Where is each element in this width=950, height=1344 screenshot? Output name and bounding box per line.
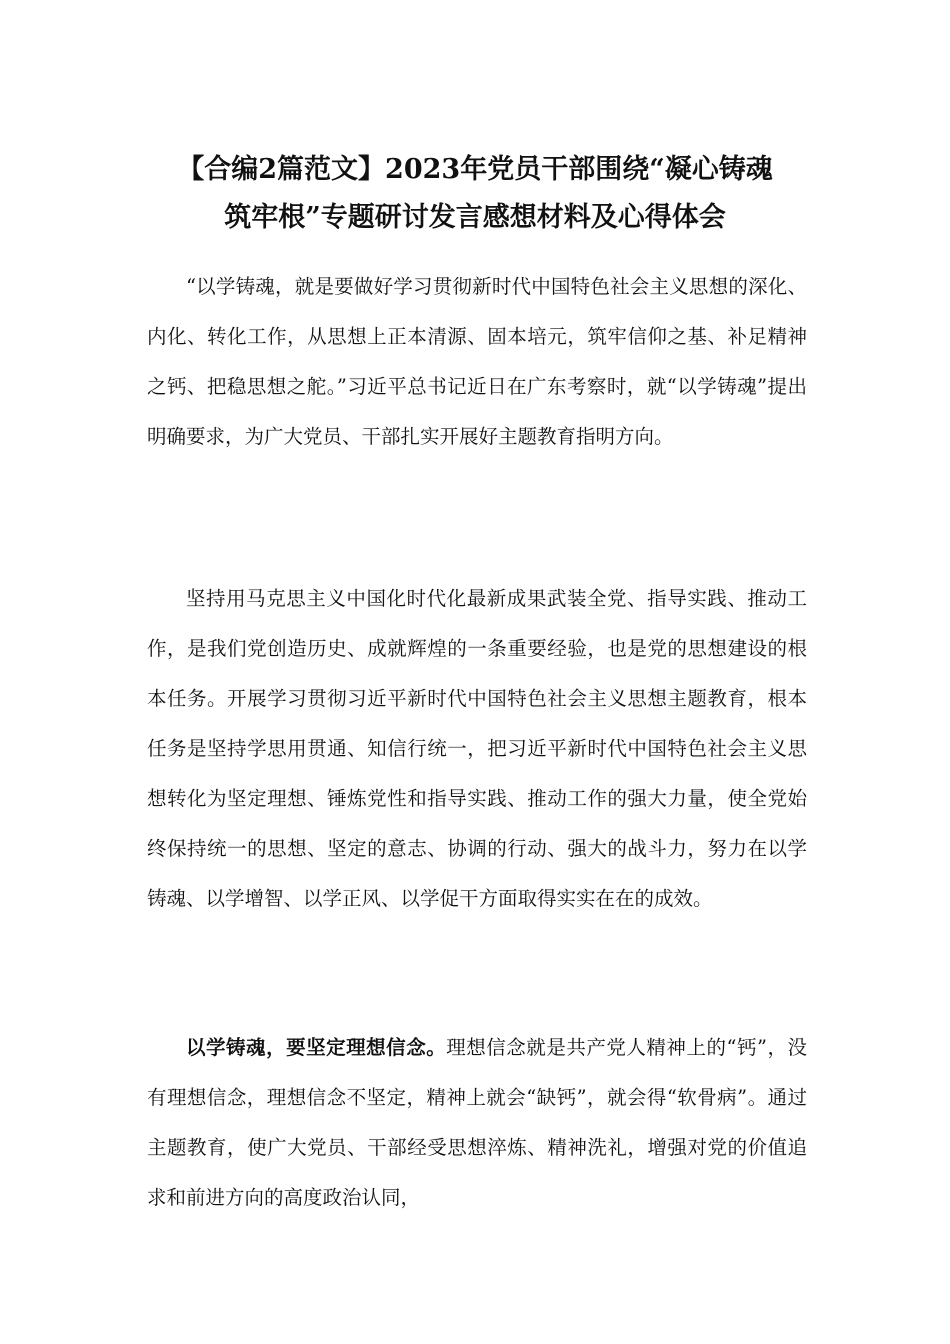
document-title: [100, 146, 850, 242]
paragraph-2-text: 坚持用马克思主义中国化时代化最新成果武装全党、指导实践、推动工作，是我们党创造历史、成就辉煌的一条重要经验，也是党的思想建设的根本任务。开展学习贯彻习近平新时代中国特色社会主义思想主题教育，根本任务是坚持学思用贯通、知信行统一，把习近平新时代中国特色社会主义思想转化为坚定理想、锤炼党性和指导实践、推动工作的强大力量，使全党始终保持统一的思想、坚定的意志、协调的行动、强大的战斗力，努力在以学铸魂、以学增智、以学正风、以学促干方面取得实实在在的成效。: [147, 587, 807, 910]
title-line-2: 筑牢根”专题研讨发言感想材料及心得体会: [224, 202, 726, 234]
paragraph-1: [147, 262, 807, 462]
paragraph-1-text: “以学铸魂，就是要做好学习贯彻新时代中国特色社会主义思想的深化、内化、转化工作，从思想上正本清源、固本培元，筑牢信仰之基、补足精神之钙、把稳思想之舵。”习近平总书记近日在广东考察时，就“以学铸魂”提出明确要求，为广大党员、干部扎实开展好主题教育指明方向。: [147, 275, 807, 448]
paragraph-2: [147, 574, 807, 924]
paragraph-3: [147, 1023, 807, 1223]
paragraph-3-lead: 以学铸魂，要坚定理想信念。: [186, 1036, 447, 1059]
paragraph-3-text: 理想信念就是共产党人精神上的“钙”，没有理想信念，理想信念不坚定，精神上就会“缺钙”，就会得“软骨病”。通过主题教育，使广大党员、干部经受思想淬炼、精神洗礼，增强对党的价值追求和前进方向的高度政治认同，: [147, 1036, 807, 1209]
title-line-1: 【合编2篇范文】2023年党员干部围绕“凝心铸魂: [177, 154, 773, 186]
